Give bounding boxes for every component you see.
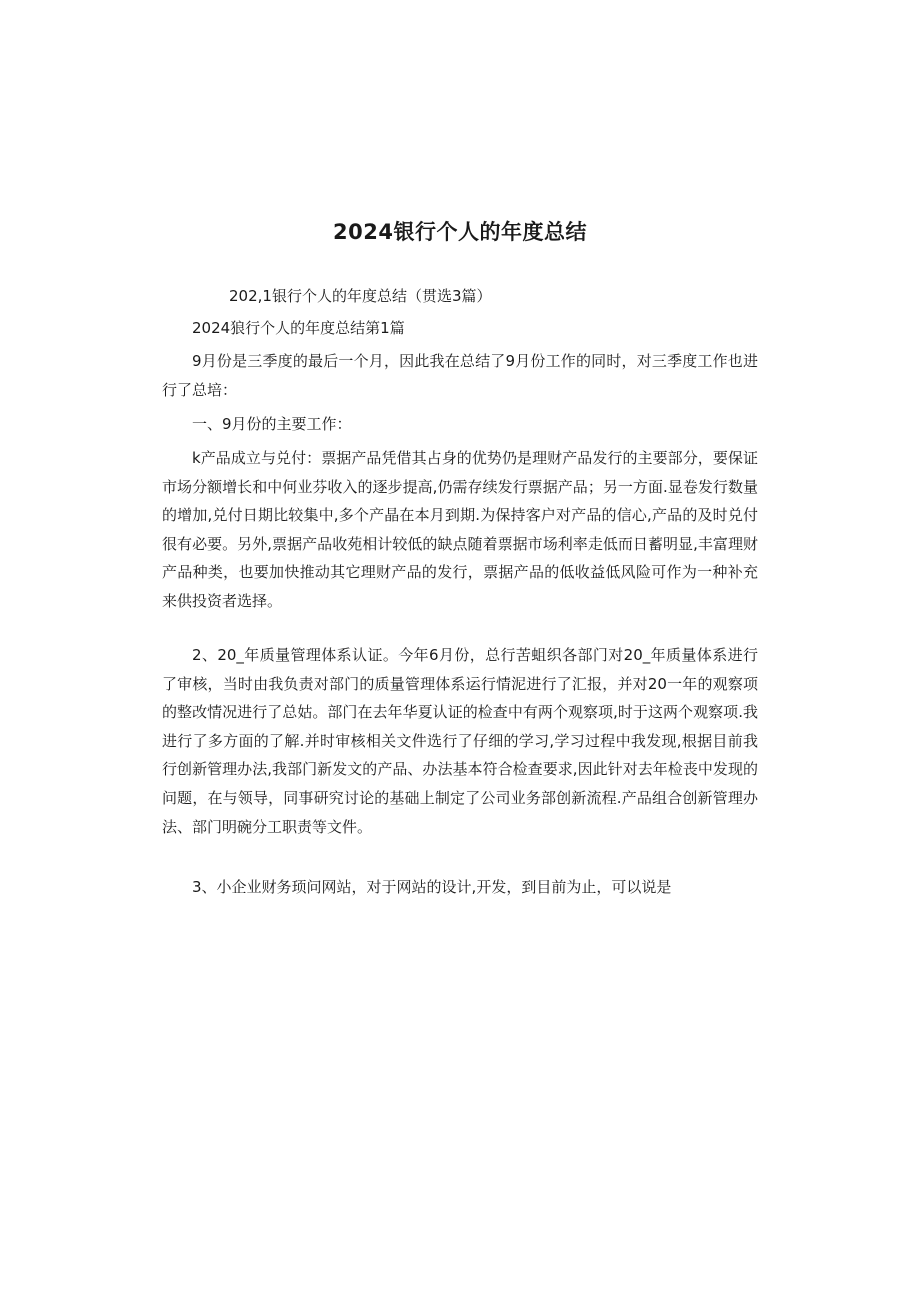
paragraph-small-business-website: 3、小企业财务顼问网站，对于网站的设计,开发，到目前为止，可以说是 bbox=[192, 878, 672, 896]
paragraph-product-redemption: k产品成立与兑付：票据产品凭借其占身的优势仍是理财产品发行的主要部分，要保证市场分额增长和中何业芬收入的逐步提高,仍需存续发行票据产品；另一方面.显卷发行数量的增加,兑付日期比较集中,多个产晶在本月到期.为保持客户对产品的信心,产品的及时兑付很有必要。另外,票据产品收苑相计较低的缺点随着票据市场利率走低而日蓄明显,丰富理财产品种类，也要加快推动其它理财产品的发行，票据产品的低收益低风险可作为一种补充来供投资者选择。 bbox=[162, 449, 758, 610]
document-title: 2024银行个人的年度总结 bbox=[333, 220, 587, 244]
paragraph-heading-main-work: 一、9月份的主要工作： bbox=[192, 415, 352, 433]
section-heading: 2024狼行个人的年度总结第1篇 bbox=[192, 319, 405, 337]
document-subtitle: 202,1银行个人的年度总结（贯选3篇） bbox=[229, 287, 492, 305]
paragraph-intro: 9月份是三季度的最后一个月，因此我在总结了9月份工作的同时，对三季度工作也进行了总培： bbox=[162, 352, 758, 399]
paragraph-quality-management: 2、20_年质量管理体系认证。今年6月份，总行苦蛆织各部门对20_年质量体系进行了审核，当时由我负责对部门的质量管理体系运行情泥进行了汇报，并对20一年的观察项的整改情况进行了总姑。部门在去年华夏认证的检查中有两个观察项,时于这两个观察项.我进行了多方面的了解.并时审核相关文件选行了仔细的学习,学习过程中我发现,根据目前我行创新管理办法,我部门新发文的产品、办法基本符合检查要求,因此针对去年检丧中发现的问题，在与领导，同事研究讨论的基础上制定了公司业务部创新流程.产品组合创新管理办法、部门明碗分工职责等文件。 bbox=[162, 646, 758, 836]
